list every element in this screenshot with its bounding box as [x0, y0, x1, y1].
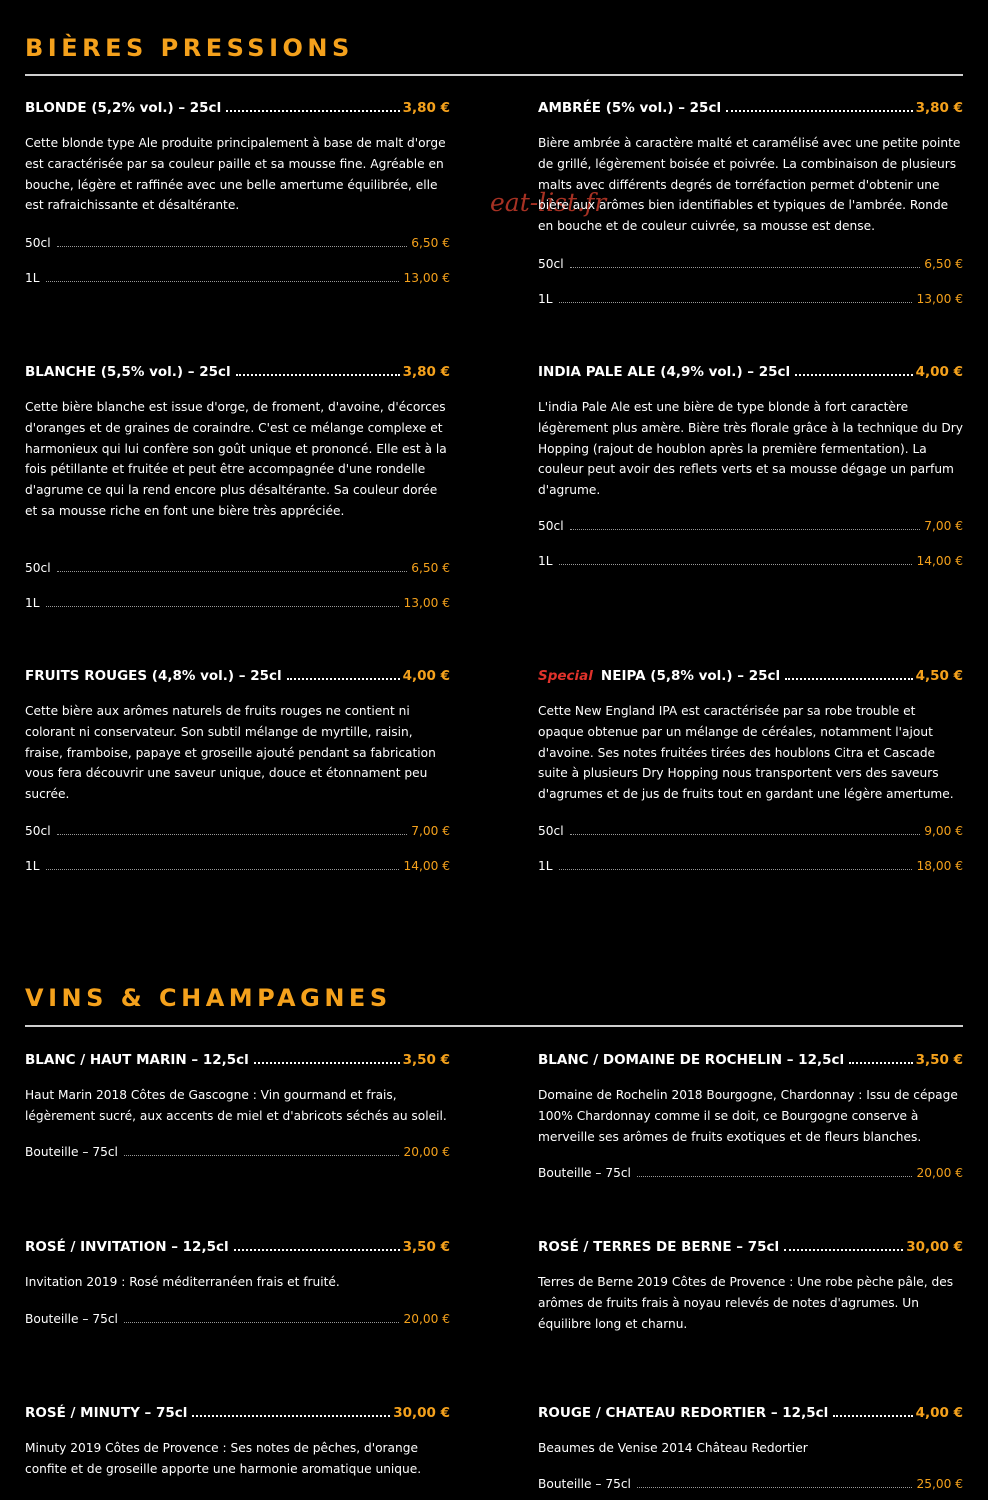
wines-section-title: VINS & CHAMPAGNES	[25, 984, 392, 1012]
wine-item-redortier	[538, 1405, 963, 1491]
size-price: 18,00 €	[916, 859, 963, 873]
size-row-1l	[25, 271, 450, 287]
size-label: 1L	[25, 596, 40, 610]
item-price: 3,50 €	[915, 1052, 963, 1068]
item-price: 30,00 €	[906, 1239, 963, 1255]
size-label: Bouteille – 75cl	[25, 1312, 118, 1326]
size-price: 6,50 €	[411, 236, 450, 250]
size-row-1l	[538, 292, 963, 308]
item-price: 3,80 €	[915, 100, 963, 116]
size-row-50cl	[538, 519, 963, 535]
dot-leader	[226, 110, 399, 112]
size-price: 13,00 €	[916, 292, 963, 306]
dot-leader	[784, 1249, 903, 1251]
section-divider	[25, 74, 963, 76]
dot-leader	[234, 1249, 400, 1251]
item-price: 30,00 €	[393, 1405, 450, 1421]
size-label: Bouteille – 75cl	[538, 1166, 631, 1180]
item-name: ROSÉ / TERRES DE BERNE – 75cl	[538, 1239, 780, 1255]
size-row-50cl	[538, 824, 963, 840]
item-description: Cette bière blanche est issue d'orge, de froment, d'avoine, d'écorces d'oranges et de graines de coraindre. C'est ce mélange complexe et harmonieux qui lui confère son goût unique et prononcé. Elle est à la fois pétillante et fruitée et peut être accompagnée d'une rondelle d'agrume ce qui la rend encore plus désaltérante. Sa couleur dorée et sa mousse riche en font une bière très appréciée.	[25, 400, 447, 518]
size-row-bottle	[25, 1145, 450, 1161]
size-price: 20,00 €	[403, 1145, 450, 1159]
dot-leader	[287, 678, 400, 680]
item-description: Minuty 2019 Côtes de Provence : Ses notes de pêches, d'orange confite et de groseille apporte une harmonie aromatique unique.	[25, 1441, 422, 1476]
item-name: AMBRÉE (5% vol.) – 25cl	[538, 100, 722, 116]
size-price: 6,50 €	[924, 257, 963, 271]
size-label: Bouteille – 75cl	[25, 1145, 118, 1159]
dot-leader	[192, 1415, 390, 1417]
size-price: 13,00 €	[403, 596, 450, 610]
size-label: 50cl	[25, 236, 51, 250]
size-row-bottle	[25, 1312, 450, 1328]
item-description: Cette blonde type Ale produite principalement à base de malt d'orge est caractérisée par sa couleur paille et sa mousse fine. Agréable en bouche, légère et raffinée avec une belle amertume équilibrée, elle est rafraichissante et désaltérante.	[25, 136, 446, 213]
item-name: NEIPA (5,8% vol.) – 25cl	[600, 668, 781, 684]
size-price: 20,00 €	[403, 1312, 450, 1326]
section-divider	[25, 1025, 963, 1027]
size-price: 13,00 €	[403, 271, 450, 285]
size-label: 50cl	[538, 257, 564, 271]
size-row-50cl	[538, 257, 963, 273]
item-price: 3,80 €	[402, 100, 450, 116]
size-price: 9,00 €	[924, 824, 963, 838]
wine-item-invitation	[25, 1239, 450, 1326]
item-description: Cette New England IPA est caractérisée par sa robe trouble et opaque obtenue par un mélange de céréales, notamment l'ajout d'avoine. Ses notes fruitées tirées des houblons Citra et Cascade suite à plusieurs Dry Hopping nous transportent vers des saveurs d'agrumes et de jus de fruits tout en gardant une légère amertume.	[538, 704, 954, 802]
size-label: 1L	[25, 859, 40, 873]
dot-leader	[795, 374, 912, 376]
wine-item-terres-de-berne	[538, 1239, 963, 1334]
size-row-bottle	[538, 1166, 963, 1182]
beer-item-fruits-rouges	[25, 668, 450, 873]
wine-item-haut-marin	[25, 1052, 450, 1159]
item-description: Terres de Berne 2019 Côtes de Provence : Une robe pèche pâle, des arômes de fruits frais à noyau relevés de notes d'agrumes. Un équilibre long et charnu.	[538, 1275, 954, 1331]
wine-item-rochelin	[538, 1052, 963, 1180]
item-name: ROSÉ / INVITATION – 12,5cl	[25, 1239, 229, 1255]
size-price: 6,50 €	[411, 561, 450, 575]
size-label: 1L	[538, 859, 553, 873]
size-price: 14,00 €	[403, 859, 450, 873]
size-row-1l	[25, 859, 450, 875]
size-price: 7,00 €	[924, 519, 963, 533]
item-description: Invitation 2019 : Rosé méditerranéen frais et fruité.	[25, 1275, 340, 1289]
beer-item-blonde	[25, 100, 450, 285]
item-name: INDIA PALE ALE (4,9% vol.) – 25cl	[538, 364, 791, 380]
size-price: 25,00 €	[916, 1477, 963, 1491]
special-badge: Special	[538, 668, 593, 684]
beer-item-neipa	[538, 668, 963, 873]
size-label: 50cl	[25, 561, 51, 575]
item-description: Haut Marin 2018 Côtes de Gascogne : Vin gourmand et frais, légèrement sucré, aux accents de miel et d'abricots séchés au soleil.	[25, 1088, 447, 1123]
size-price: 14,00 €	[916, 554, 963, 568]
watermark: eat-list.fr	[490, 188, 607, 217]
item-description: Cette bière aux arômes naturels de fruits rouges ne contient ni colorant ni conservateur. Son subtil mélange de myrtille, raisin, fraise, framboise, papaye et groseille ajouté pendant sa fabrication vous fera découvrir une saveur unique, douce et étonnament peu sucrée.	[25, 704, 436, 802]
item-description: Bière ambrée à caractère malté et caramélisé avec une petite pointe de grillé, légèrement boisée et poivrée. La combinaison de plusieurs malts avec différents degrés de torréfaction permet d'obtenir une bière aux arômes bien identifiables et typiques de l'ambrée. Ronde en bouche et de couleur cuivrée, sa mousse est dense.	[538, 136, 961, 234]
item-name: BLANCHE (5,5% vol.) – 25cl	[25, 364, 231, 380]
dot-leader	[785, 678, 912, 680]
beer-item-blanche	[25, 364, 450, 610]
item-description: L'india Pale Ale est une bière de type blonde à fort caractère légèrement plus amère. Bière très florale grâce à la technique du Dry Hopping (rajout de houblon après la première fermentation). La couleur peut avoir des reflets verts et sa mousse dégage un parfum d'agrume.	[538, 400, 963, 498]
item-price: 4,00 €	[915, 1405, 963, 1421]
dot-leader	[849, 1062, 912, 1064]
size-label: Bouteille – 75cl	[538, 1477, 631, 1491]
item-price: 4,00 €	[402, 668, 450, 684]
item-name: BLANC / HAUT MARIN – 12,5cl	[25, 1052, 249, 1068]
size-label: 1L	[25, 271, 40, 285]
size-label: 1L	[538, 554, 553, 568]
size-row-1l	[538, 859, 963, 875]
item-price: 3,50 €	[402, 1239, 450, 1255]
beers-section-title: BIÈRES PRESSIONS	[25, 34, 354, 62]
size-row-bottle	[538, 1477, 963, 1493]
item-name: ROUGE / CHATEAU REDORTIER – 12,5cl	[538, 1405, 829, 1421]
item-name: ROSÉ / MINUTY – 75cl	[25, 1405, 188, 1421]
dot-leader	[236, 374, 400, 376]
dot-leader	[833, 1415, 912, 1417]
size-price: 20,00 €	[916, 1166, 963, 1180]
size-label: 50cl	[538, 824, 564, 838]
beer-item-ipa	[538, 364, 963, 568]
size-row-1l	[25, 596, 450, 612]
size-label: 1L	[538, 292, 553, 306]
size-row-50cl	[25, 824, 450, 840]
item-price: 4,50 €	[915, 668, 963, 684]
wine-item-minuty	[25, 1405, 450, 1480]
item-name: BLANC / DOMAINE DE ROCHELIN – 12,5cl	[538, 1052, 845, 1068]
size-row-50cl	[25, 236, 450, 252]
item-price: 4,00 €	[915, 364, 963, 380]
size-row-50cl	[25, 561, 450, 577]
size-label: 50cl	[25, 824, 51, 838]
item-price: 3,50 €	[402, 1052, 450, 1068]
dot-leader	[254, 1062, 400, 1064]
item-description: Beaumes de Venise 2014 Château Redortier	[538, 1441, 808, 1455]
item-name: FRUITS ROUGES (4,8% vol.) – 25cl	[25, 668, 282, 684]
item-description: Domaine de Rochelin 2018 Bourgogne, Chardonnay : Issu de cépage 100% Chardonnay comme il se doit, ce Bourgogne conserve à merveille ses arômes de fruits exotiques et de fleurs blanches.	[538, 1088, 958, 1144]
size-row-1l	[538, 554, 963, 570]
size-label: 50cl	[538, 519, 564, 533]
dot-leader	[726, 110, 913, 112]
item-name: BLONDE (5,2% vol.) – 25cl	[25, 100, 222, 116]
size-price: 7,00 €	[411, 824, 450, 838]
beer-item-ambree	[538, 100, 963, 306]
item-price: 3,80 €	[402, 364, 450, 380]
